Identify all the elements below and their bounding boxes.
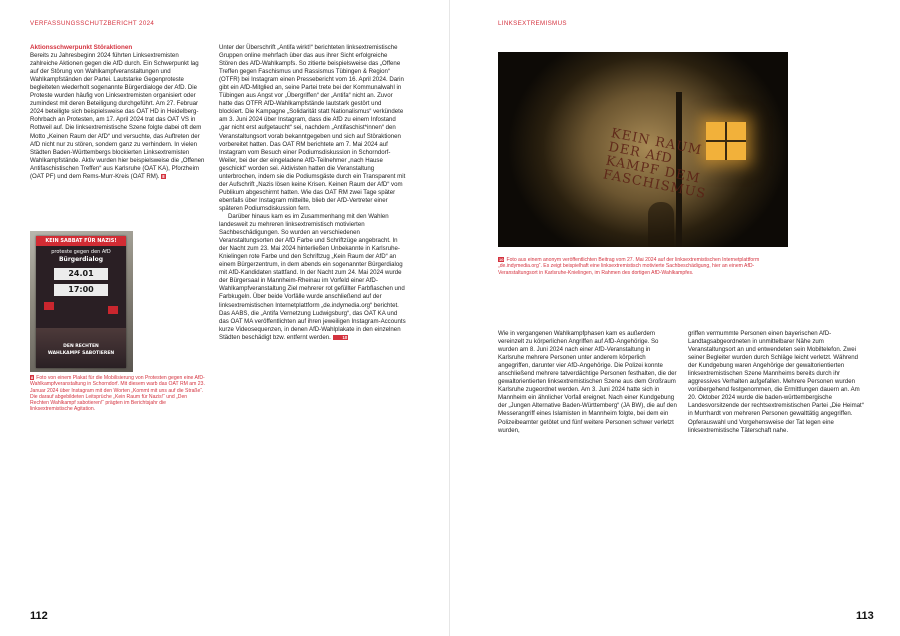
running-head-left: VERFASSUNGSSCHUTZBERICHT 2024	[30, 20, 155, 27]
poster-sheet	[36, 236, 126, 368]
paragraph: griffen vermummte Personen einen bayerischen AfD-Landtagsabgeordneten in unmittelbarer Nähe zum Veranstaltungsort an und entwendeten sein Mobiltelefon. Zwei seiner Begleiter wurden durch Schläge leicht verletzt. Während der Kundgebung waren Angehörige der gewaltorientierten linksextremistischen Szene Mannheims bereits durch ihr aggressives Verhalten aufgefallen. Mehrere Personen wurden vorübergehend festgenommen, die Ermittlungen dauern an. Am 20. Oktober 2024 wurde die baden-württembergische Landesvorsitzende der rechtsextremistischen Partei „Die Heimat“ in Murrhardt von mehreren Personen gewalttätig angegriffen. Opferauswahl und Vorgehensweise der Tat legen eine linksextremistische Täterschaft nahe.	[688, 330, 864, 434]
figure-reference-mark: 8	[162, 173, 165, 179]
caption-text: Foto aus einem anonym veröffentlichten Beitrag vom 27. Mai 2024 auf der linksextremistischen Internetplattform „de.indymedia.org“. Es zeigt beispielhaft eine linksextremistisch motivierte Sachbeschädigung, hier an einem AfD-Veranstaltungsort in Karlsruhe-Knielingen, im Rahmen des dortigen AfD-Wahlkampfes.	[498, 257, 760, 276]
right-page	[450, 0, 900, 636]
poster-bottom-line-2: WAHLKAMPF SABOTIEREN	[47, 351, 115, 356]
paragraph: Wie in vergangenen Wahlkampfphasen kam es außerdem vereinzelt zu körperlichen Angriffen auf AfD-Angehörige. So wurden am 8. Juni 2024 nach einer AfD-Veranstaltung in Karlsruhe mehrere Personen unter anderem körperlich angegriffen, darunter vier AfD-Angehörige. Die Polizei konnte anschließend mehrere tatverdächtige Personen festhalten, die der gewaltorientierten linksextremistischen Szene aus dem Großraum Karlsruhe zugeordnet werden. Am 3. Juni 2024 hatte sich in Mannheim ein ähnlicher Vorfall ereignet. Nach einer Kundgebung der „Jungen Alternative Baden-Württemberg“ (JA BW), die auf den Messerangriff eines Islamisten in Mannheim folgte, bei dem ein Polizeibeamter getötet und fünf weitere Personen schwer verletzt wurden,	[498, 330, 677, 434]
paragraph-text: Darüber hinaus kam es im Zusammenhang mit den Wahlen landesweit zu mehreren linksextremistisch motivierten Sachbeschädigungen. So wurden an verschiedenen Veranstaltungsorten der AfD Farbe und Schriftzüge angebracht. In der Nacht zum 23. Mai 2024 hinterließen Unbekannte in Karlsruhe-Knielingen rote Farbe und den Schriftzug „Kein Raum der AfD“ an einem Bürgerzentrum, in dem abends ein sogenannter Bürgerdialog mit AfD-Kandidaten stattfand. In der Nacht zum 24. Mai 2024 wurde der Bürgersaal in Mannheim-Rheinau im Vorfeld einer AfD-Wahlkampfveranstaltung Ziel mehrerer rot gefüllter Farbflaschen und Farbkugeln. Über beide Vorfälle wurde anschließend auf der linksextremistischen Internetplattform „de.indymedia.org“ berichtet. Das AABS, die „Antifa Vernetzung Ludwigsburg“, das OAT KA und das OAT MA veröffentlichten auf ihren jeweiligen Instagram-Accounts kurze Videosequenzen, in denen AfD-Wahlplakate in den einzelnen Städten beschädigt bzw. entfernt werden.	[219, 212, 406, 341]
graffiti-photo	[498, 52, 788, 247]
caption-mark: 10	[499, 257, 504, 262]
right-column-1	[498, 330, 677, 435]
page-number-right: 113	[856, 610, 874, 622]
poster-title: Bürgerdialog	[58, 256, 103, 263]
flag-icon	[44, 302, 54, 310]
graffiti-text: KEIN RAUM DER AfD KAMPF DEM FASCHISMUS	[601, 126, 708, 203]
poster-subtitle: proteste gegen den AfD	[51, 249, 111, 255]
poster-caption	[30, 375, 207, 413]
flag-icon	[108, 306, 118, 314]
figure-reference-mark: 10	[333, 335, 349, 340]
paragraph-text: Bereits zu Jahresbeginn 2024 führten Linksextremisten zahlreiche Aktionen gegen die AfD durch. Ein Schwerpunkt lag auf der Störung von Wahlkampfveranstaltungen und Wahlkampfständen der Partei. Lautstarke Gegenproteste begleiteten wiederholt sogenannte Bürgerdialoge der AfD. Die Proteste wurden häufig von Linksextremisten organisiert oder zumindest mit deren Beteiligung durchgeführt. Am 27. Februar 2024 beteiligte sich beispielsweise das OAT HD in Heidelberg-Rohrbach an Protesten, am 17. April 2024 trat das OAT VS in Rottweil auf. Die linksextremistische Szene folgte dabei oft dem Motto „Keinen Raum der AfD“ und versuchte, das Auftreten der AfD nicht nur zu stören, sondern ganz zu verhindern. In vielen Städten Baden-Württembergs blockierten Linksextremisten Wahlkampfstände. Aktiv wurden hier beispielsweise die „Offenen Antifaschistischen Treffen“ aus Karlsruhe (OAT KA), Pforzheim (OAT PF) und dem Rems-Murr-Kreis (OAT RM).	[30, 52, 205, 180]
paragraph	[30, 52, 207, 181]
section-heading: Aktionsschwerpunkt Störaktionen	[30, 44, 133, 51]
left-column-2	[219, 44, 406, 342]
caption-mark: 8	[31, 375, 34, 380]
left-column-1	[30, 44, 207, 181]
poster-time: 17:00	[54, 284, 108, 296]
person-shadow	[648, 202, 674, 247]
poster-date: 24.01	[54, 268, 108, 280]
paragraph: Unter der Überschrift „Antifa wirkt!“ berichteten linksextremistische Gruppen online mehrfach über das aus ihrer Sicht erfolgreiche Stören des AfD-Wahlkampfs. So zitierte beispielsweise das „Offene Treffen gegen Faschismus und Rassismus Tübingen & Region“ (OTFR) bei Instagram einen Pressebericht vom 16. April 2024. Darin gibt ein AfD-Mitglied an, seine Partei trete bei der Kommunalwahl in Tübingen aus Angst vor „Übergriffen“ der „Antifa“ nicht an. Zuvor hatte das OTFR AfD-Wahlkampfstände lautstark gestört und blockiert. Die Kampagne „Solidarität statt Nationalismus“ verkündete am 3. Juni 2024 über Instagram, dass die AfD zu einem Infostand „gar nicht erst aufgetaucht“ sei, nachdem „Antifaschist*innen“ den Veranstaltungsort vorab bekanntgegeben und sich auf Störaktionen vorbereitet hatten. Das OAT RM berichtete am 7. Mai 2024 auf Instagram vom Besuch einer Podiumsdiskussion in Schorndorf-Weiler, bei der der eingeladene AfD-Teilnehmer „nach Hause geschickt“ worden sei. Aktivisten hatten die Veranstaltung unterbrochen, indem sie die Podiumsgäste durch ein Transparent mit der Aufschrift „Nazis lösen keine Krisen. Keinen Raum der AfD“ vom Publikum abgeschirmt hatten. Wie das OAT RM zwei Tage später ebenfalls über Instagram mitteilte, blieb der AfD-Vertreter einer späteren Podiumsdiskussion fern.	[219, 44, 406, 212]
photo-caption	[498, 257, 788, 276]
running-head-right: LINKSEXTREMISMUS	[498, 20, 567, 27]
caption-text: Foto von einem Plakat für die Mobilisierung von Protesten gegen eine AfD-Wahlkampfveranstaltung in Schorndorf. Mit diesem warb das OAT RM am 23. Januar 2024 über Instagram mit den Worten „Kommt mit uns auf die Straße“. Die darauf abgebildeten Leitsprüche „Kein Raum für Nazis!“ und „Den Rechten Wahlkampf sabotieren!“ prägten im Berichtsjahr die linksextremistische Agitation.	[30, 375, 205, 413]
page-number-left: 112	[30, 610, 48, 622]
right-column-2	[688, 330, 868, 435]
paragraph	[219, 213, 406, 342]
protest-poster-photo	[30, 231, 133, 372]
poster-slogan: KEIN SABBAT FÜR NAZIS!	[45, 238, 117, 244]
poster-bottom-line-1: DEN RECHTEN	[63, 344, 99, 349]
